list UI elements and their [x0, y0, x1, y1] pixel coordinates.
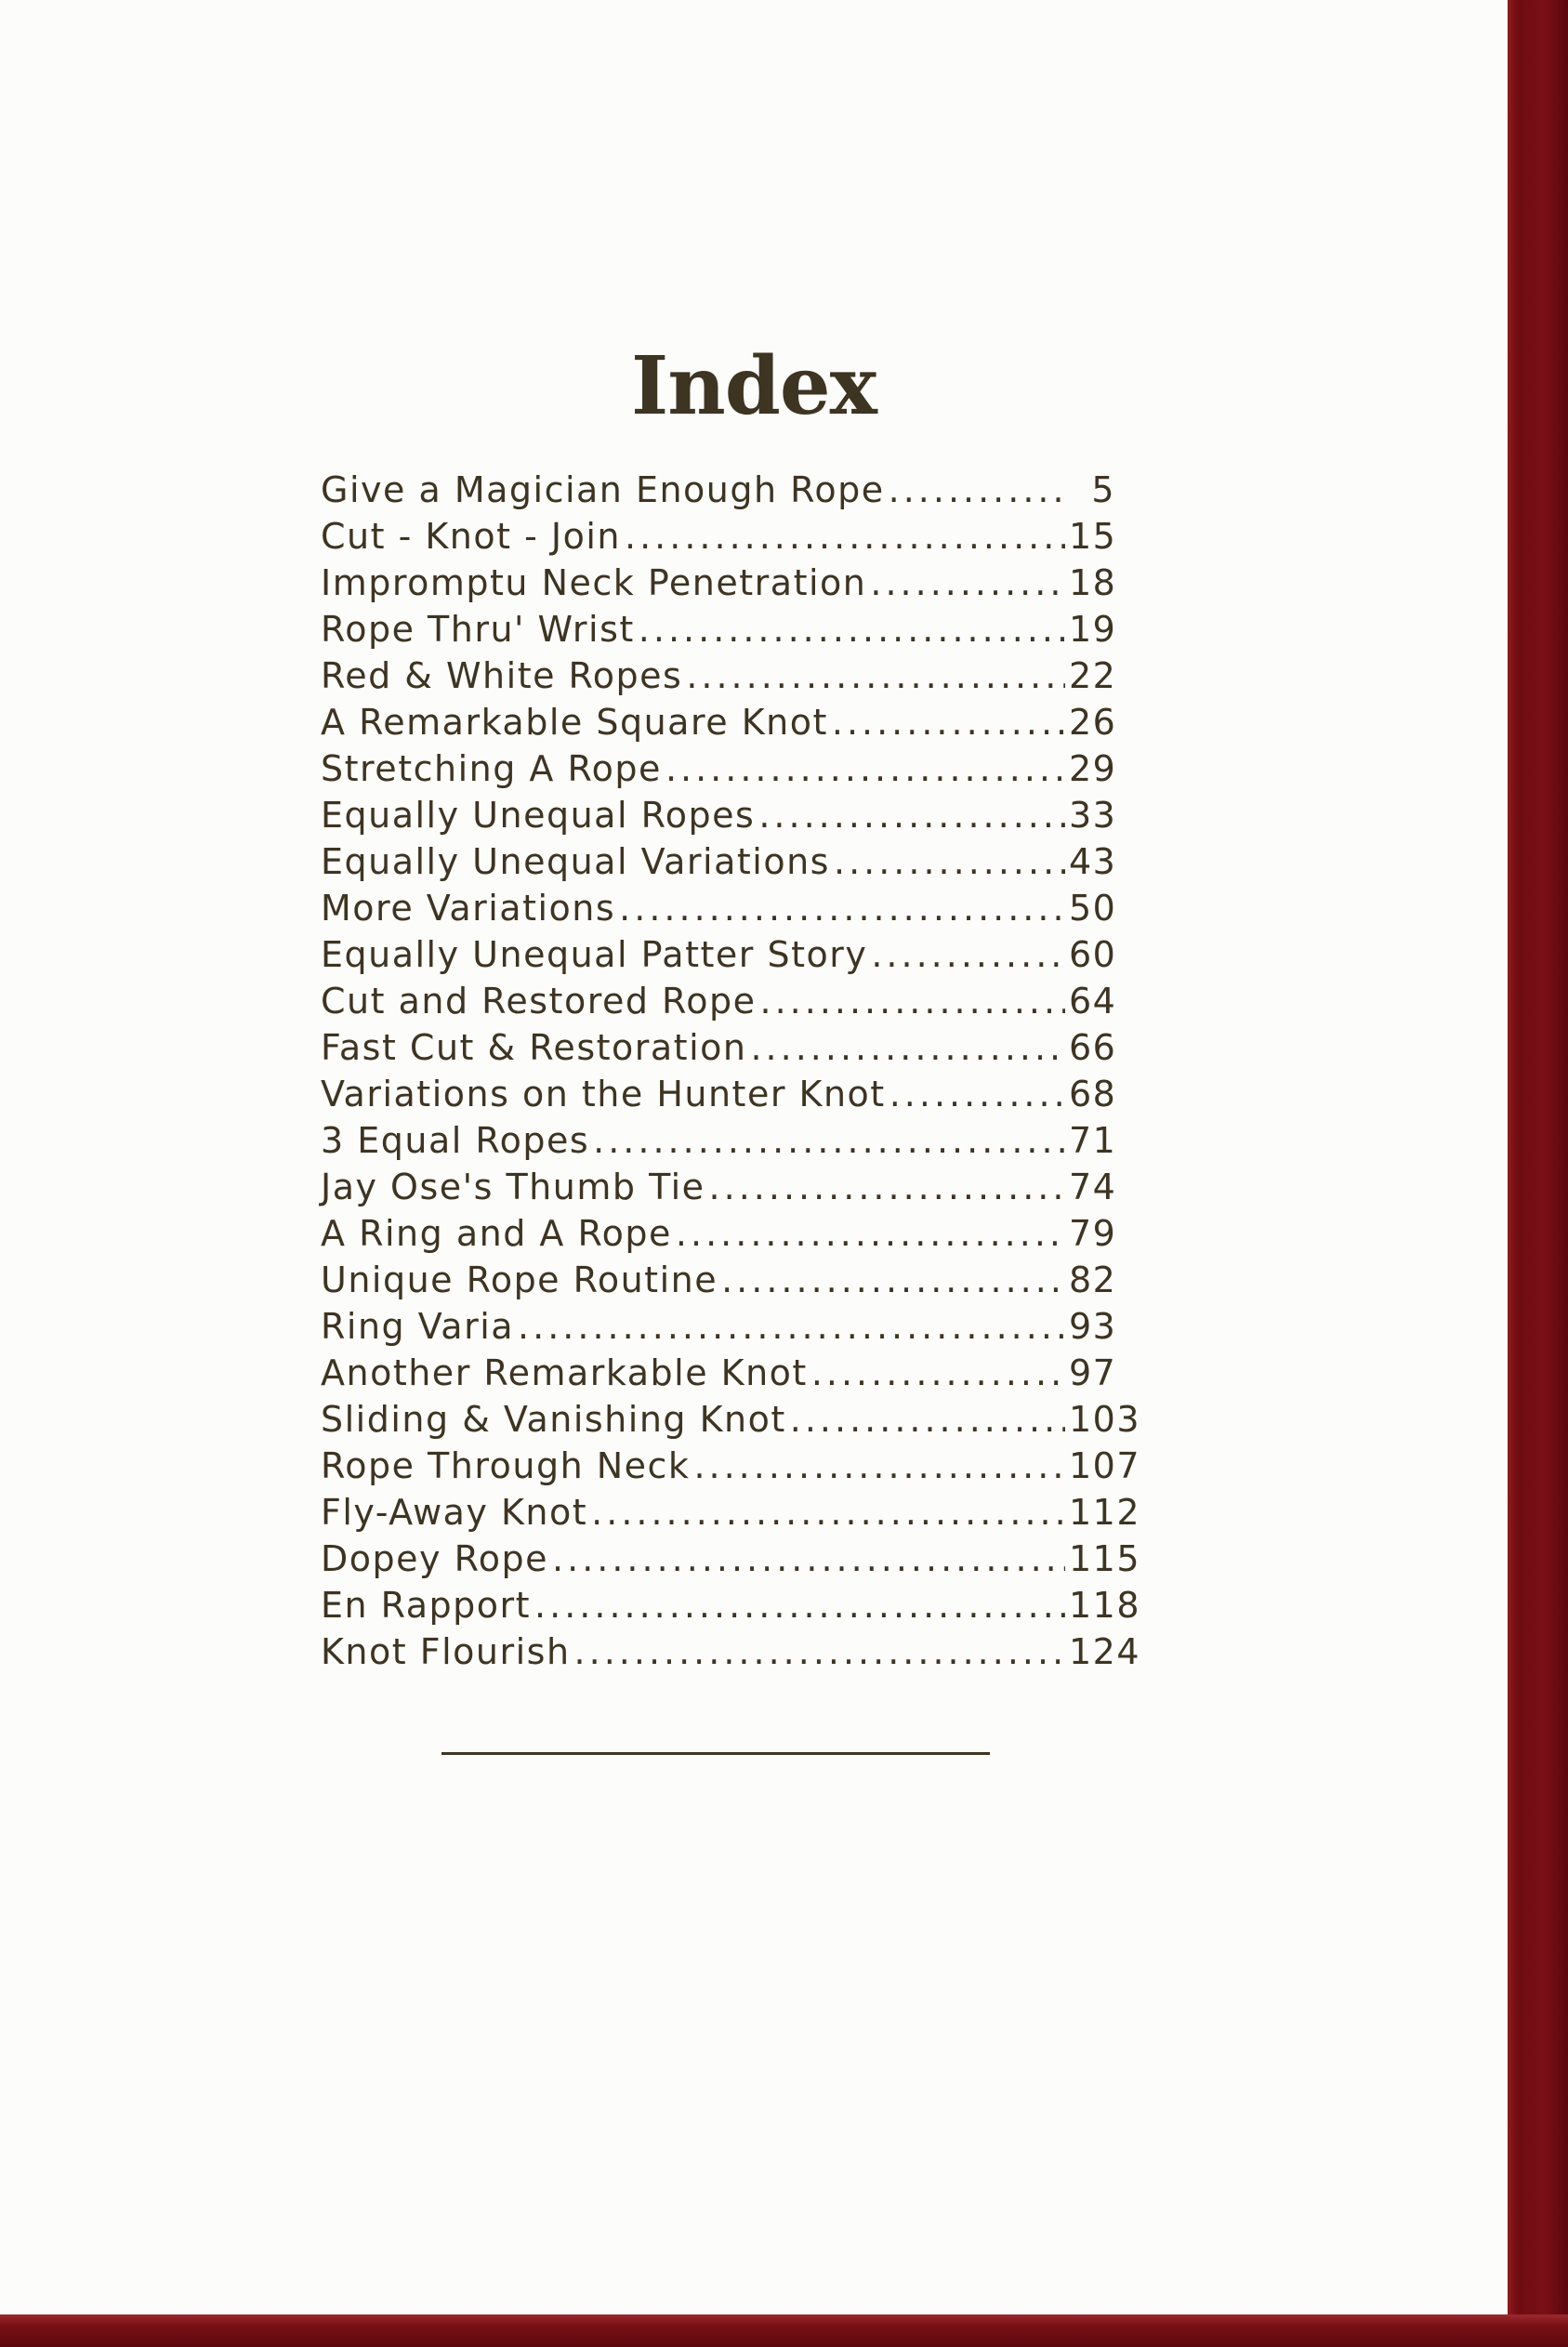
index-entry	[321, 1257, 1115, 1303]
entry-page-number: 68	[1069, 1074, 1117, 1114]
entry-page-number: 50	[1069, 888, 1117, 929]
entry-page-number: 64	[1069, 981, 1117, 1022]
entry-title: Red & White Ropes	[321, 655, 683, 696]
entry-page-number: 93	[1069, 1306, 1117, 1347]
dot-leader	[518, 1303, 1065, 1350]
entry-title: Ring Varia	[321, 1306, 515, 1347]
dot-leader	[870, 560, 1065, 606]
entry-title: Unique Rope Routine	[321, 1259, 718, 1300]
entry-page-number: 60	[1069, 934, 1117, 975]
index-entry	[321, 1071, 1115, 1117]
dot-leader	[721, 1257, 1065, 1303]
dot-leader	[619, 885, 1065, 931]
entry-title: Equally Unequal Ropes	[321, 795, 756, 836]
entry-page-number: 112	[1069, 1492, 1141, 1533]
entry-page-number: 26	[1069, 702, 1117, 743]
entry-title: Knot Flourish	[321, 1631, 571, 1672]
entry-page-number: 124	[1069, 1631, 1141, 1672]
dot-leader	[591, 1489, 1065, 1536]
entry-title: Fast Cut & Restoration	[321, 1027, 747, 1068]
index-list	[321, 467, 1141, 1675]
dot-leader	[686, 653, 1065, 699]
entry-page-number: 103	[1069, 1399, 1141, 1440]
entry-title: Cut and Restored Rope	[321, 981, 757, 1022]
entry-title: En Rapport	[321, 1585, 532, 1626]
entry-title: Sliding & Vanishing Knot	[321, 1399, 786, 1440]
dot-leader	[593, 1117, 1065, 1164]
entry-title: Jay Ose's Thumb Tie	[321, 1167, 705, 1207]
index-entry	[321, 467, 1115, 513]
index-entry	[321, 513, 1115, 560]
dot-leader	[871, 931, 1065, 978]
dot-leader	[832, 699, 1065, 745]
book-binding-edge	[1508, 0, 1568, 2347]
entry-page-number: 118	[1069, 1585, 1141, 1626]
index-entry	[321, 1628, 1141, 1675]
entry-page-number: 18	[1069, 562, 1117, 603]
entry-title: More Variations	[321, 888, 616, 929]
dot-leader	[889, 467, 1065, 513]
index-entry	[321, 560, 1115, 606]
dot-leader	[709, 1164, 1065, 1210]
index-entry	[321, 745, 1115, 792]
dot-leader	[889, 1071, 1065, 1117]
book-bottom-edge	[0, 2314, 1568, 2347]
entry-page-number: 115	[1069, 1538, 1141, 1579]
entry-title: Give a Magician Enough Rope	[321, 469, 885, 510]
page-title: Index	[631, 339, 876, 433]
index-entry	[321, 1536, 1141, 1582]
index-entry	[321, 1210, 1115, 1257]
index-entry	[321, 1443, 1141, 1489]
entry-title: 3 Equal Ropes	[321, 1120, 590, 1161]
entry-title: Rope Through Neck	[321, 1445, 691, 1486]
index-entry	[321, 1582, 1141, 1628]
index-entry	[321, 606, 1115, 653]
dot-leader	[790, 1396, 1065, 1443]
index-entry	[321, 978, 1115, 1024]
entry-page-number: 74	[1069, 1167, 1117, 1207]
entry-title: Variations on the Hunter Knot	[321, 1074, 886, 1114]
index-entry	[321, 1350, 1115, 1396]
index-entry	[321, 1396, 1141, 1443]
dot-leader	[834, 838, 1065, 885]
entry-page-number: 33	[1069, 795, 1117, 836]
entry-page-number: 43	[1069, 841, 1117, 882]
dot-leader	[760, 978, 1066, 1024]
index-entry	[321, 1117, 1115, 1164]
entry-page-number: 66	[1069, 1027, 1117, 1068]
dot-leader	[665, 745, 1065, 792]
entry-page-number: 71	[1069, 1120, 1117, 1161]
entry-page-number: 19	[1069, 609, 1117, 650]
entry-page-number: 82	[1069, 1259, 1117, 1300]
entry-title: Equally Unequal Variations	[321, 841, 830, 882]
index-entry	[321, 838, 1115, 885]
dot-leader	[639, 606, 1065, 653]
dot-leader	[574, 1628, 1065, 1675]
index-entry	[321, 699, 1115, 745]
dot-leader	[552, 1536, 1065, 1582]
dot-leader	[625, 513, 1065, 560]
closing-rule	[441, 1752, 990, 1755]
index-entry	[321, 1489, 1141, 1536]
index-entry	[321, 931, 1115, 978]
index-entry	[321, 653, 1115, 699]
index-entry	[321, 885, 1115, 931]
dot-leader	[758, 792, 1065, 838]
dot-leader	[534, 1582, 1065, 1628]
entry-title: Cut - Knot - Join	[321, 516, 622, 557]
dot-leader	[693, 1443, 1065, 1489]
entry-title: Rope Thru' Wrist	[321, 609, 635, 650]
entry-title: Another Remarkable Knot	[321, 1352, 808, 1393]
index-entry	[321, 792, 1115, 838]
dot-leader	[676, 1210, 1065, 1257]
dot-leader	[811, 1350, 1065, 1396]
entry-title: Fly-Away Knot	[321, 1492, 588, 1533]
index-entry	[321, 1303, 1115, 1350]
entry-page-number: 97	[1069, 1352, 1117, 1393]
entry-page-number: 5	[1091, 469, 1115, 510]
entry-title: A Ring and A Rope	[321, 1213, 672, 1254]
index-entry	[321, 1024, 1115, 1071]
dot-leader	[750, 1024, 1065, 1071]
entry-title: Equally Unequal Patter Story	[321, 934, 868, 975]
entry-page-number: 29	[1069, 748, 1117, 789]
entry-page-number: 79	[1069, 1213, 1117, 1254]
entry-title: Stretching A Rope	[321, 748, 662, 789]
entry-page-number: 22	[1069, 655, 1117, 696]
index-entry	[321, 1164, 1115, 1210]
entry-page-number: 107	[1069, 1445, 1141, 1486]
entry-title: A Remarkable Square Knot	[321, 702, 828, 743]
entry-title: Impromptu Neck Penetration	[321, 562, 867, 603]
entry-title: Dopey Rope	[321, 1538, 549, 1579]
entry-page-number: 15	[1069, 516, 1117, 557]
